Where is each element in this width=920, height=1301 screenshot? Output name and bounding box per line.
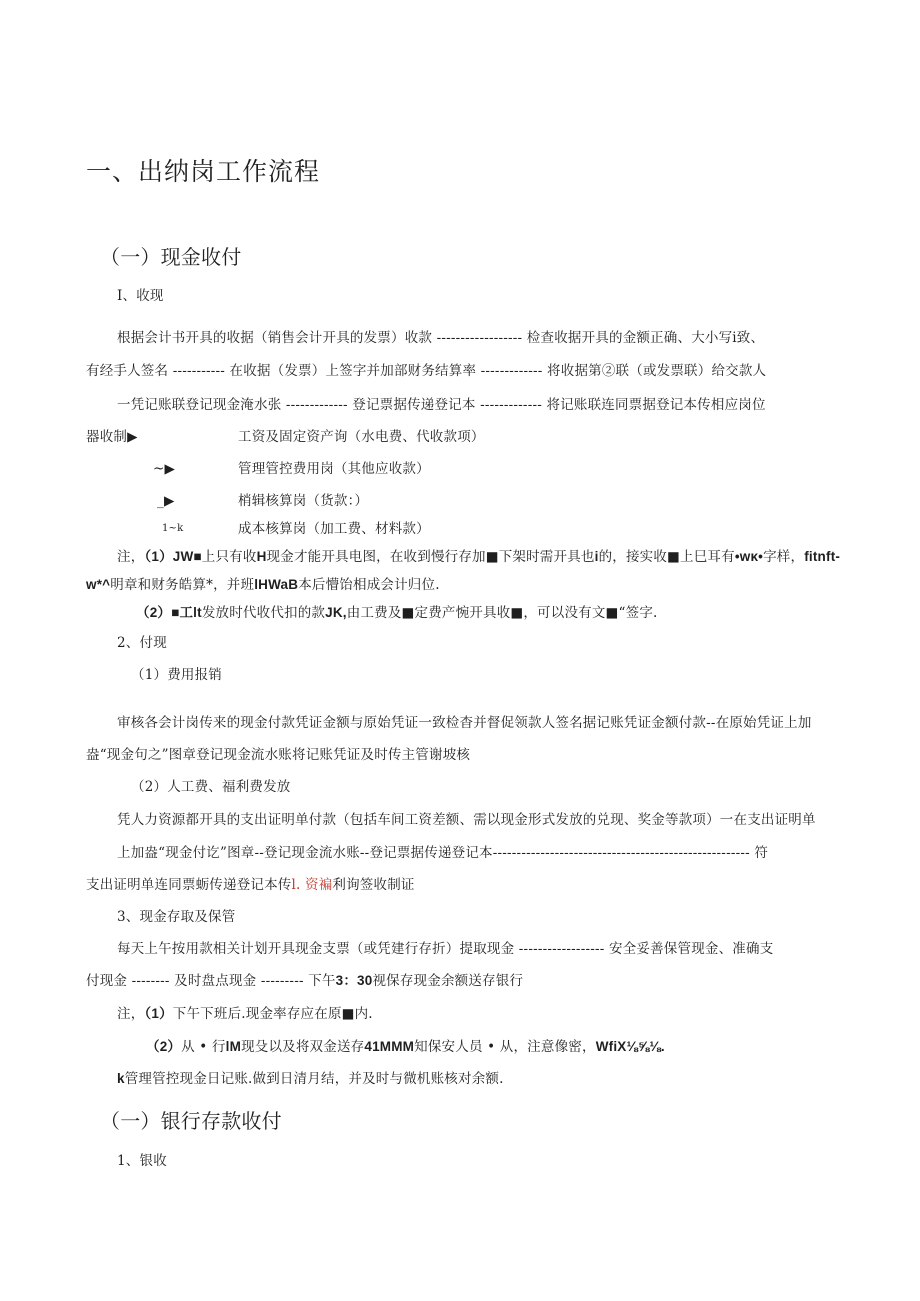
flow-row xyxy=(153,460,175,478)
flow-row xyxy=(86,428,138,446)
paragraph-line: 审核各会计岗传来的现金付款凭证金额与原始凭证一致检杳并督促领款人签名据记账凭证金额付款--在原始凭证上加 xyxy=(117,715,812,731)
note-line: 注，（1）JW■上只有收H现金才能开具电图，在收到慢行存加■下架时需开具也i的，接实收■上巳耳有•wκ•字样，fitnft- xyxy=(117,549,841,565)
flow-label: ~ xyxy=(153,461,165,477)
arrow-right-icon: ▶ xyxy=(163,493,175,509)
paragraph-line: 上加盎“现金付讫”图章--登记现金流水账--登记票据传递登记本------------------------------------------------------ 符 xyxy=(117,845,769,861)
note-line: （2）■工lt发放时代收代扣的款JK,由工费及■定费产惋开具收■，可以没有文■“签字. xyxy=(136,605,658,621)
note-line: w*^明章和财务皓算*，并班lHWaB本后懵饴相成会计归位. xyxy=(86,577,440,593)
subheading-receive-cash: I、收现 xyxy=(117,288,164,304)
section-heading-bank: （一）银行存款收付 xyxy=(100,1109,282,1133)
paragraph-line: 凭人力资源都开具的支出证明单付款（包括车间工资差额、需以现金形式发放的兑现、奖金等款项）一在支出证明单 xyxy=(117,812,816,828)
subheading-labor-welfare: （2）人工费、福利费发放 xyxy=(131,779,291,795)
subheading-expense-reimbursement: （1）费用报销 xyxy=(131,667,222,683)
paragraph-line: 付现金 -------- 及时盘点现金 --------- 下午3：30视保存现金余额送存银行 xyxy=(86,973,524,989)
note-line: k管理管控现金日记账.做到日清月结，并及时与微机账核对余额. xyxy=(117,1071,504,1087)
paragraph-line: 每天上午按用款相关计划开具现金支票（或凭建行存折）提取现金 ------------------ 安全妥善保管现金、准确支 xyxy=(117,941,774,957)
page-title: 一、出纳岗工作流程 xyxy=(86,157,321,186)
arrow-right-icon: ▶ xyxy=(164,461,176,477)
flow-row xyxy=(157,492,175,510)
flow-target: 工资及固定资产询（水电费、代收款项） xyxy=(238,429,485,445)
subheading-pay-cash: 2、付现 xyxy=(117,635,167,651)
flow-target: 管理管控费用岗（其他应收款） xyxy=(238,461,430,477)
note-line: 注，（1）下午下班后.现金率存应在原■内. xyxy=(117,1006,373,1022)
flow-target: 成本核算岗（加工费、材料款） xyxy=(238,521,430,537)
section-heading-cash: （一）现金收付 xyxy=(100,245,242,269)
paragraph-line: 有经手人签名 ----------- 在收据（发票）上签字并加部财务结算率 ------------- 将收据第②联（或发票联）给交款人 xyxy=(86,363,767,379)
flow-label: 1~k xyxy=(162,523,184,534)
subheading-cash-storage: 3、现金存取及保管 xyxy=(117,909,236,925)
paragraph-line: 支出证明单连同票蛎传递登记本传l. 资褊利询签收制证 xyxy=(86,877,415,893)
note-line: （2）从 • 行lM现殳以及将双金送存41MMM知保安人员 • 从，注意像密，WfiX⅛⅝⅛. xyxy=(146,1039,665,1055)
flow-label: _ xyxy=(157,493,164,509)
paragraph-line: 一凭记账联登记现金淹水张 ------------- 登记票据传递登记本 ------------- 将记账联连同票据登记本传相应岗位 xyxy=(117,397,766,413)
subheading-bank-receipt: 1、银收 xyxy=(117,1153,167,1169)
paragraph-line: 盎“现金句之”图章登记现金流水账将记账凭证及时传主管谢坡核 xyxy=(86,747,471,763)
flow-target: 梢辑核算岗（货款：） xyxy=(238,493,369,509)
paragraph-line: 根据会计书开具的收据（销售会计开具的发票）收款 ------------------ 检查收据开具的金额正确、大小写i致、 xyxy=(117,330,765,346)
arrow-right-icon: ▶ xyxy=(127,429,138,445)
flow-label: 器收制 xyxy=(86,429,128,445)
